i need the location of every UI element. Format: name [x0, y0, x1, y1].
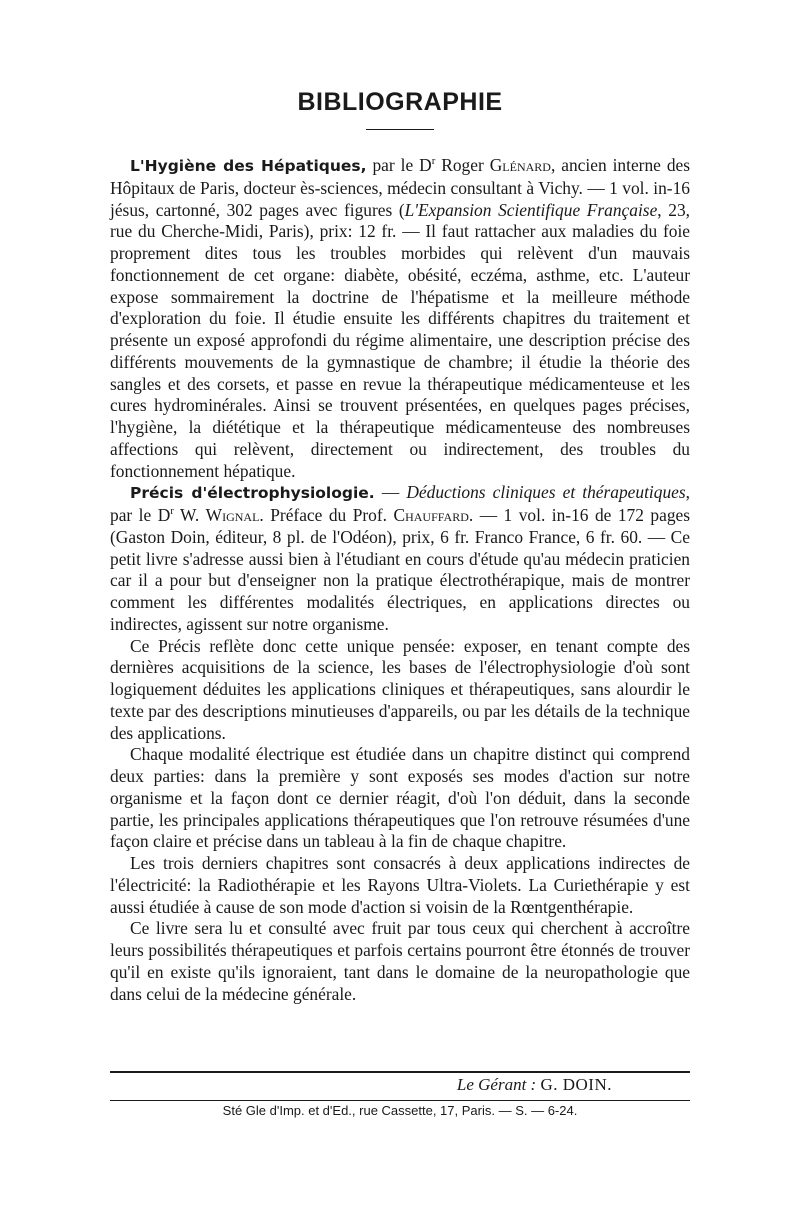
entry-text: , 23, rue du Cherche-Midi, Paris), prix: 12 fr. — Il faut rattacher aux maladies du foie proprement dites tous les troubles morbides qui relèvent d'un mauvais fonctionnement de cet organe: diabète, obésité, eczéma, asthme, etc. L'auteur expose sommairement la doctrine de l'hépatisme et la meilleure méthode d'exploration du foie. Il étudie ensuite les différents chapitres du traitement et présente un exposé approfondi du régime alimentaire, une description précise des différents mouvements de la gymnastique de chambre; il étudie la théorie des sangles et des corsets, et passe en revue la thérapeutique médicamenteuse et les cures hydrominérales. Ainsi se trouvent présentées, en quelques pages précises, l'hygiène, la diététique et la thérapeutique médicamenteuse des nombreuses affections qui relèvent, directement ou indirectement, des troubles du fonctionnement hépatique. [110, 199, 690, 481]
entry-text: , par le D [110, 482, 690, 525]
entry-hygiene-hepatiques [110, 155, 690, 482]
paragraph: Ce Précis reflète donc cette unique pensée: exposer, en tenant compte des dernières acquisitions de la science, les bases de l'électrophysiologie d'où sont logiquement déduites les applications cliniques et thérapeutiques, sans alourdir le texte par des descriptions minutieuses d'appareils, ou par les détails de la technique des applications. [110, 635, 690, 743]
entry-preface-author: Chauffard [393, 505, 469, 525]
entry-text: . Préface du Prof. [259, 505, 394, 525]
gerant-name: G. DOIN. [540, 1075, 612, 1094]
paragraph: Chaque modalité électrique est étudiée dans un chapitre distinct qui comprend deux parties: dans la première y sont exposés ses modes d'action sur notre organisme et la façon dont ce dernier réagit, d'où l'on déduit, dans la seconde partie, les principales applications thérapeutiques que l'on retrouve résumées d'une façon claire et précise dans un tableau à la fin de chaque chapitre. [110, 744, 690, 852]
footer-rule [110, 1100, 690, 1101]
entry-author: Glénard [489, 155, 551, 175]
title-underline [366, 129, 434, 130]
entry-title: L'Hygiène des Hépatiques, [130, 157, 367, 175]
entry-text: W. [173, 505, 206, 525]
entry-text: . — 1 vol. in-16 de 172 pages (Gaston Doin, éditeur, 8 pl. de l'Odéon), prix, 6 fr. Franco France, 6 fr. 60. — Ce petit livre s'adresse aussi bien à l'étudiant en cours d'étude qu'au médecin praticien car il a pour but d'enseigner non la pratique électrothérapique, mais de montrer comment les différentes modalités électriques, en applications directes ou indirectes, agissent sur notre organisme. [110, 505, 690, 634]
entry-text: r [170, 505, 174, 518]
gerant-label: Le Gérant : [456, 1075, 537, 1094]
paragraph: Ce livre sera lu et consulté avec fruit par tous ceux qui cherchent à accroître leurs possibilités thérapeutiques et parfois certains pourront être étonnés de trouver qu'il en existe qu'ils ignoraient, tant dans le domaine de la neuropathologie que dans celui de la médecine générale. [110, 918, 690, 1004]
page [110, 0, 690, 1227]
page-title: BIBLIOGRAPHIE [297, 88, 503, 116]
paragraph: Les trois derniers chapitres sont consacrés à deux applications indirectes de l'électricité: la Radiothérapie et les Rayons Ultra-Violets. La Curiethérapie y est aussi étudiée à cause de son mode d'action si voisin de la Rœntgenthérapie. [110, 853, 690, 917]
entry-text: Roger [435, 155, 490, 175]
bibliography-body [110, 155, 690, 1005]
entry-title: Précis d'électrophysiologie. [130, 484, 375, 503]
entry-precis-electrophysiologie [110, 482, 690, 635]
entry-author: Wignal [205, 505, 260, 525]
entry-text: — [374, 482, 407, 503]
entry-text: r [431, 155, 436, 168]
footer-rule [110, 1071, 690, 1073]
printer-imprint: Sté Gle d'Imp. et d'Ed., rue Cassette, 17, Paris. — S. — 6-24. [222, 1103, 578, 1118]
gerant-signature [457, 1075, 612, 1095]
entry-text: , ancien interne des Hôpitaux de Paris, docteur ès-sciences, médecin consultant à Vichy. — 1 vol. in-16 jésus, cartonné, 302 pages avec figures ( [110, 155, 691, 220]
entry-subtitle: Déductions cliniques et thérapeutiques [406, 482, 686, 503]
entry-publisher: L'Expansion Scientifique Française [404, 199, 658, 220]
entry-text: par le D [366, 155, 432, 175]
